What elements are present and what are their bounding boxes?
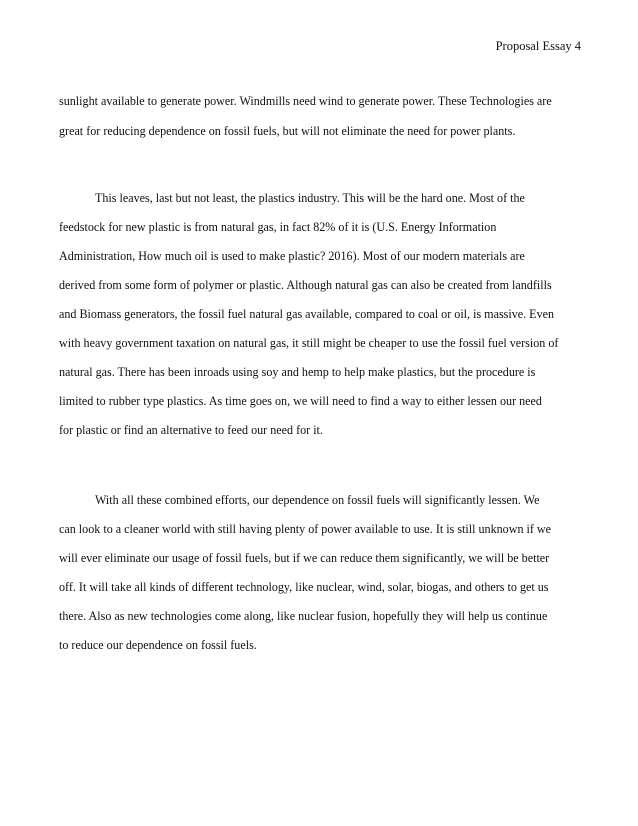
running-head: Proposal Essay 4 xyxy=(495,39,581,53)
paragraph-3-line-4: off. It will take all kinds of different technology, like nuclear, wind, solar, biogas, and others to get us xyxy=(59,580,549,594)
paragraph-3-line-5: there. Also as new technologies come along, like nuclear fusion, hopefully they will help us continue xyxy=(59,609,548,623)
paragraph-2-line-8: limited to rubber type plastics. As time goes on, we will need to find a way to either lessen our need xyxy=(59,394,542,408)
paragraph-2-line-7: natural gas. There has been inroads using soy and hemp to help make plastics, but the procedure is xyxy=(59,365,536,379)
paragraph-2-line-4: derived from some form of polymer or plastic. Although natural gas can also be created from landfills xyxy=(59,278,552,292)
paragraph-3-line-6: to reduce our dependence on fossil fuels. xyxy=(59,638,257,652)
paragraph-2-line-1: This leaves, last but not least, the plastics industry. This will be the hard one. Most of the xyxy=(95,191,525,205)
paragraph-1-line-1: sunlight available to generate power. Windmills need wind to generate power. These Technologies are xyxy=(59,94,552,108)
paragraph-2-line-2: feedstock for new plastic is from natural gas, in fact 82% of it is (U.S. Energy Information xyxy=(59,220,497,234)
paragraph-3-line-2: can look to a cleaner world with still having plenty of power available to use. It is still unknown if we xyxy=(59,522,552,536)
paragraph-2-line-6: with heavy government taxation on natural gas, it still might be cheaper to use the fossil fuel version of xyxy=(59,336,559,350)
paragraph-2-line-3: Administration, How much oil is used to make plastic? 2016). Most of our modern materials are xyxy=(59,249,525,263)
paragraph-1-line-2: great for reducing dependence on fossil fuels, but will not eliminate the need for power plants. xyxy=(59,124,516,138)
paragraph-2-line-5: and Biomass generators, the fossil fuel natural gas available, compared to coal or oil, is massive. Even xyxy=(59,307,555,321)
paragraph-2-line-9: for plastic or find an alternative to feed our need for it. xyxy=(59,423,323,437)
paragraph-3-line-1: With all these combined efforts, our dependence on fossil fuels will significantly lessen. We xyxy=(95,493,540,507)
paragraph-3-line-3: will ever eliminate our usage of fossil fuels, but if we can reduce them significantly, we will be better xyxy=(59,551,550,565)
